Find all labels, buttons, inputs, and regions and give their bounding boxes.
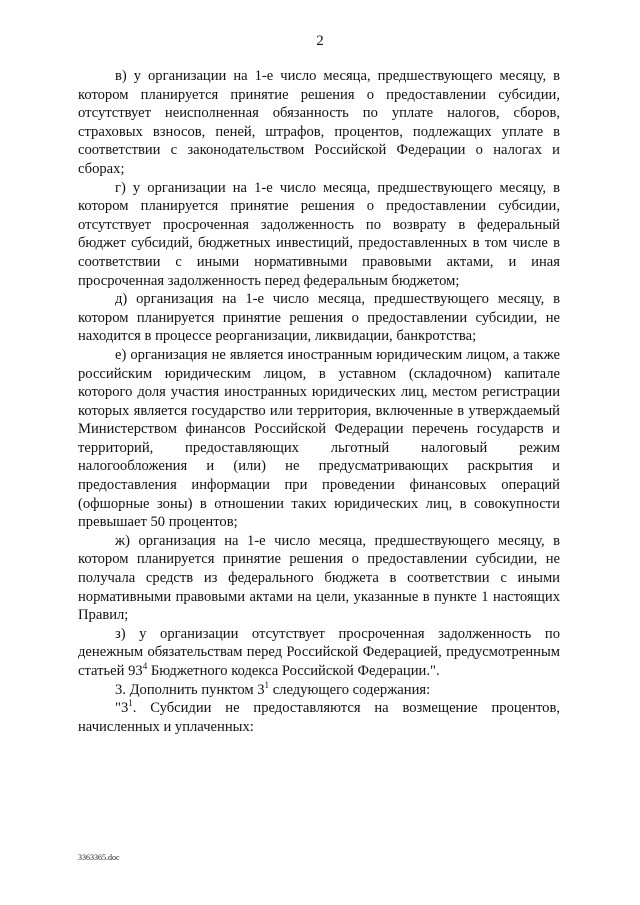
paragraph-zh: ж) организация на 1-е число месяца, предшествующего месяцу, в котором планируется принятие решения о предоставлении субсидии, не получала средств из федерального бюджета в соответствии с иными нормативными правовыми актами на цели, указанные в пункте 1 настоящих Правил; <box>78 532 560 624</box>
paragraph-3-1-text: "3 <box>115 700 129 717</box>
paragraph-e: е) организация не является иностранным юридическим лицом, а также российским юридическим лицом, в уставном (складочном) капитале которого доля участия иностранных юридических лиц, местом регистрации которых является государство или территория, включенные в утверждаемый Министерством финансов Российской Федерации перечень государств и территорий, предоставляющих льготный налоговый режим налогообложения и (или) не предусматривающих раскрытия и предоставления информации при проведении финансовых операций (офшорные зоны) в отношении таких юридических лиц, в совокупности превышает 50 процентов; <box>78 346 560 531</box>
paragraph-3 <box>78 681 560 700</box>
document-body <box>78 67 560 736</box>
paragraph-z <box>78 625 560 681</box>
paragraph-g: г) у организации на 1-е число месяца, предшествующего месяцу, в котором планируется принятие решения о предоставлении субсидии, отсутствует просроченная задолженность по возврату в федеральный бюджет субсидий, бюджетных инвестиций, предоставленных в том числе в соответствии с иными нормативными правовыми актами, и иная просроченная задолженность перед федеральным бюджетом; <box>78 179 560 289</box>
paragraph-d: д) организация на 1-е число месяца, предшествующего месяцу, в котором планируется принятие решения о предоставлении субсидии, не находится в процессе реорганизации, ликвидации, банкротства; <box>78 291 560 345</box>
paragraph-3-1 <box>78 699 560 736</box>
page-number: 2 <box>316 33 324 49</box>
paragraph-z-superscript: 4 <box>142 661 148 671</box>
paragraph-z-text: з) у организации отсутствует просроченная задолженность по денежным обязательствам перед Российской Федерацией, предусмотренным статьей 93 <box>78 625 560 679</box>
paragraph-3-text: 3. Дополнить пунктом 3 <box>115 681 265 698</box>
paragraph-3-text-end: следующего содержания: <box>269 681 431 698</box>
paragraph-3-superscript: 1 <box>264 679 270 690</box>
paragraph-3-1-superscript: 1 <box>128 698 133 709</box>
paragraph-v: в) у организации на 1-е число месяца, предшествующего месяцу, в котором планируется принятие решения о предоставлении субсидии, отсутствует неисполненная обязанность по уплате налогов, сборов, страховых взносов, пеней, штрафов, процентов, подлежащих уплате в соответствии с законодательством Российской Федерации о налогах и сборах; <box>78 68 560 177</box>
file-name-footer: 3363365.doc <box>78 853 120 862</box>
paragraph-z-text-end: Бюджетного кодекса Российской Федерации.". <box>147 663 440 679</box>
paragraph-3-1-text-end: . Субсидии не предоставляются на возмещение процентов, начисленных и уплаченных: <box>78 700 560 735</box>
